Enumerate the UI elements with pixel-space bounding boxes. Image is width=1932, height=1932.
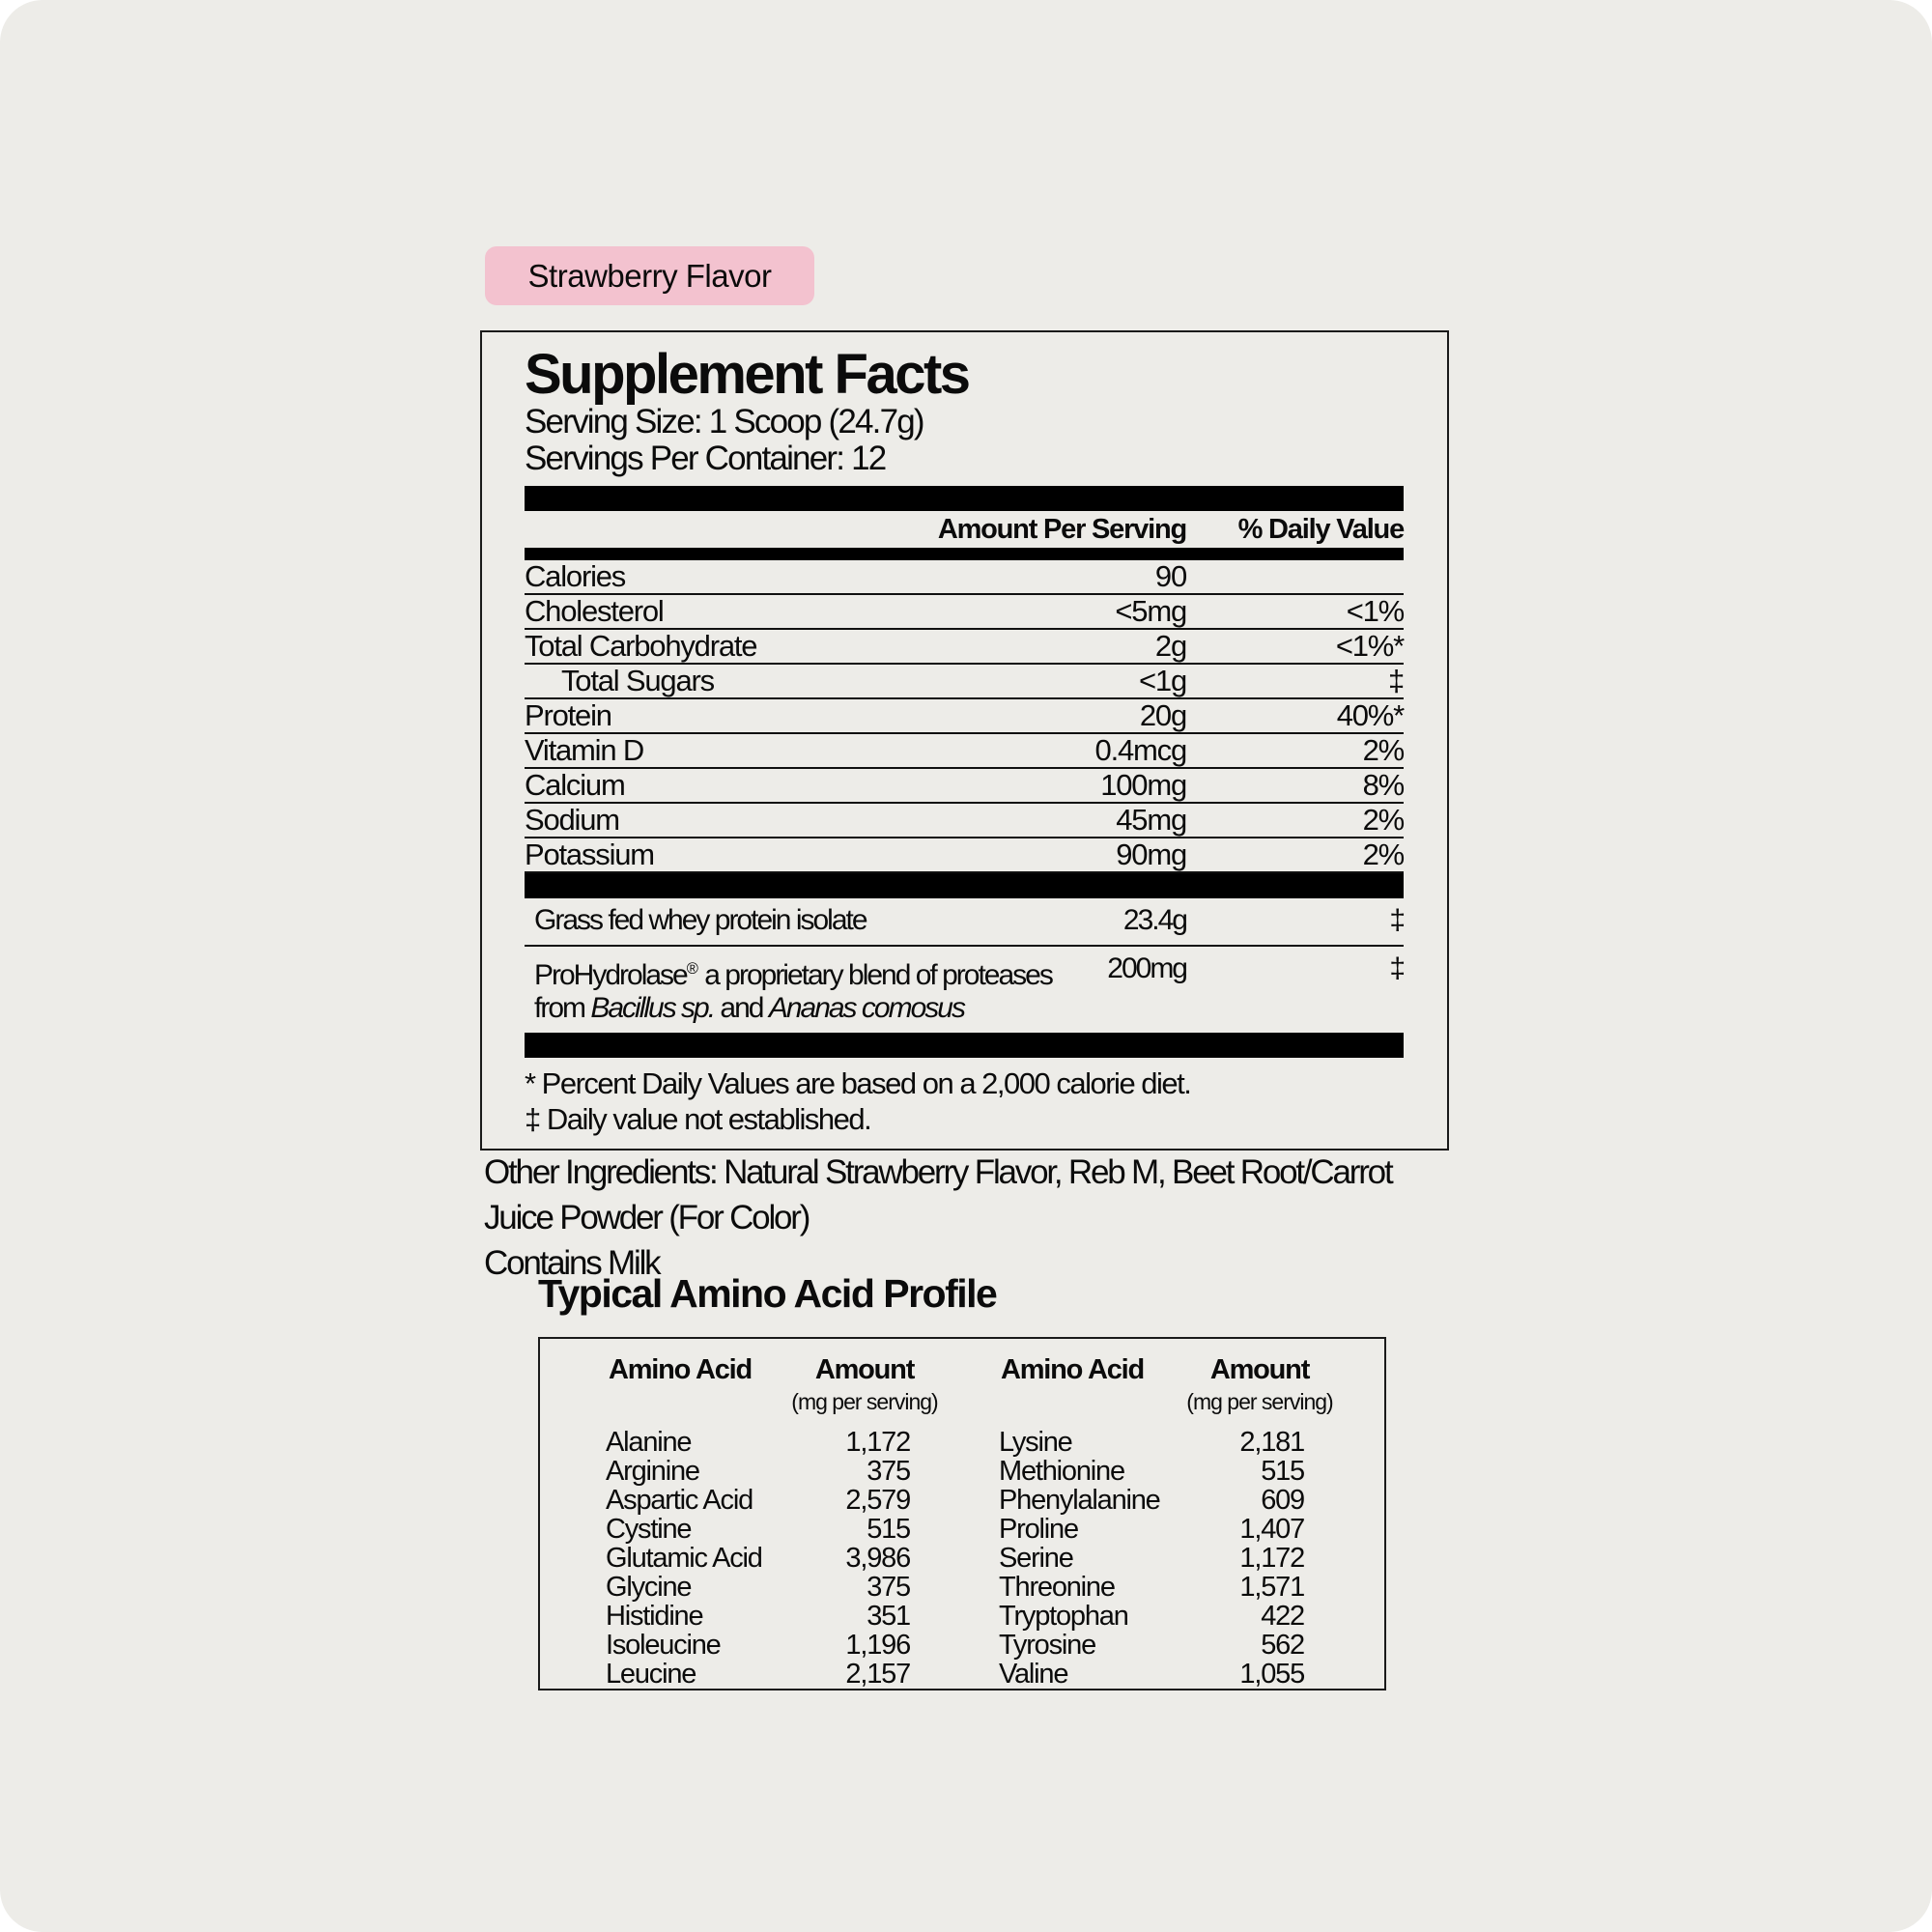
- nutrient-row: [525, 630, 1404, 665]
- nutrient-row: [525, 595, 1404, 630]
- flavor-badge: [485, 246, 814, 305]
- amino-column-header: Amino Acid: [1000, 1354, 1145, 1385]
- nutrient-amount: 100mg: [1100, 768, 1186, 802]
- amount-unit-subheader: (mg per serving): [1186, 1389, 1333, 1414]
- nutrient-daily-value: 40%*: [1336, 698, 1404, 732]
- nutrient-daily-value: 8%: [1362, 768, 1404, 802]
- column-header-row: [525, 511, 1404, 548]
- amino-name: Tryptophan: [999, 1600, 1128, 1632]
- amino-row: [540, 1428, 1384, 1457]
- amino-amount: 2,579: [845, 1484, 910, 1516]
- amino-row: [540, 1602, 1384, 1631]
- nutrient-row: [525, 665, 1404, 699]
- blend-source-pre: from: [534, 992, 591, 1024]
- amino-amount: 515: [867, 1513, 910, 1545]
- amino-name: Proline: [999, 1513, 1078, 1545]
- blend-name-rest: a proprietary blend of proteases: [697, 959, 1052, 991]
- registered-trademark-symbol: ®: [686, 960, 698, 978]
- column-header-daily-value: % Daily Value: [1237, 513, 1404, 545]
- contains-statement: Contains Milk: [484, 1244, 660, 1282]
- amino-name: Phenylalanine: [999, 1484, 1160, 1516]
- blend-source-species-2: Ananas comosus: [768, 992, 964, 1024]
- amino-row: [540, 1486, 1384, 1515]
- blend-name-line-1: [534, 952, 1404, 992]
- blend-name-head: ProHydrolase: [534, 959, 687, 991]
- nutrient-daily-value: ‡: [1387, 664, 1404, 697]
- nutrient-amount: 90mg: [1116, 838, 1186, 871]
- nutrient-row: [525, 769, 1404, 804]
- nutrient-name: Calcium: [525, 768, 625, 802]
- amino-name: Glutamic Acid: [606, 1542, 762, 1574]
- blend-source-mid: and: [714, 992, 769, 1024]
- nutrient-name: Calories: [525, 559, 626, 593]
- blend-amount: 200mg: [1107, 952, 1186, 984]
- serving-size: Serving Size: 1 Scoop (24.7g): [525, 403, 923, 440]
- blend-row: [525, 898, 1404, 947]
- nutrient-amount: 90: [1154, 559, 1186, 593]
- nutrient-row: [525, 804, 1404, 838]
- nutrient-daily-value: 2%: [1362, 838, 1404, 871]
- blend-source-species-1: Bacillus sp.: [590, 992, 715, 1024]
- blend-name: Grass fed whey protein isolate: [534, 904, 867, 936]
- amino-row: [540, 1544, 1384, 1573]
- amino-row: [540, 1631, 1384, 1660]
- separator-bar: [525, 486, 1404, 511]
- amino-name: Tyrosine: [999, 1629, 1095, 1661]
- amino-amount: 3,986: [845, 1542, 910, 1574]
- amount-column-header: Amount: [814, 1354, 915, 1385]
- amino-name: Histidine: [606, 1600, 703, 1632]
- amino-name: Valine: [999, 1658, 1068, 1690]
- nutrient-amount: <1g: [1139, 664, 1186, 697]
- amino-column-header: Amino Acid: [608, 1354, 753, 1385]
- nutrient-amount: <5mg: [1115, 594, 1186, 628]
- amino-row: [540, 1515, 1384, 1544]
- amino-name: Isoleucine: [606, 1629, 721, 1661]
- other-ingredients-block: [484, 1150, 1440, 1286]
- nutrient-name: Total Carbohydrate: [525, 629, 757, 663]
- supplement-facts-title: Supplement Facts: [525, 343, 969, 406]
- footnote-not-established: ‡ Daily value not established.: [525, 1102, 871, 1136]
- nutrient-name: Potassium: [525, 838, 654, 871]
- amino-amount: 2,157: [845, 1658, 910, 1690]
- nutrient-daily-value: 2%: [1362, 803, 1404, 837]
- blend-amount: 23.4g: [1122, 904, 1186, 936]
- blend-daily-value: ‡: [1389, 904, 1404, 936]
- nutrient-name: Vitamin D: [525, 733, 644, 767]
- nutrient-amount: 2g: [1154, 629, 1186, 663]
- separator-bar: [525, 873, 1404, 898]
- amino-amount: 1,571: [1239, 1571, 1304, 1603]
- amino-amount: 422: [1261, 1600, 1304, 1632]
- amino-name: Aspartic Acid: [606, 1484, 753, 1516]
- flavor-badge-label: Strawberry Flavor: [527, 257, 772, 294]
- nutrient-amount: 20g: [1139, 698, 1186, 732]
- amino-amount: 1,407: [1239, 1513, 1304, 1545]
- amino-name: Lysine: [999, 1426, 1072, 1458]
- amino-acid-table: [538, 1337, 1386, 1690]
- servings-per-container: Servings Per Container: 12: [525, 440, 886, 477]
- blend-name-line-2: [534, 992, 1404, 1025]
- amino-profile-title: Typical Amino Acid Profile: [538, 1271, 997, 1316]
- column-header-amount: Amount Per Serving: [937, 513, 1186, 545]
- amino-amount: 2,181: [1239, 1426, 1304, 1458]
- amino-amount: 375: [867, 1571, 910, 1603]
- amino-amount: 515: [1261, 1455, 1304, 1487]
- nutrient-row: [525, 560, 1404, 595]
- amino-row: [540, 1457, 1384, 1486]
- nutrient-name: Protein: [525, 698, 611, 732]
- amino-amount: 375: [867, 1455, 910, 1487]
- nutrient-row: [525, 699, 1404, 734]
- footnote-daily-values: * Percent Daily Values are based on a 2,000 calorie diet.: [525, 1066, 1191, 1100]
- amino-name: Cystine: [606, 1513, 692, 1545]
- nutrient-row: [525, 734, 1404, 769]
- amino-amount: 609: [1261, 1484, 1304, 1516]
- nutrient-daily-value: <1%*: [1335, 629, 1404, 663]
- amino-row: [540, 1660, 1384, 1689]
- amount-unit-subheader: (mg per serving): [791, 1389, 938, 1414]
- amino-amount: 562: [1261, 1629, 1304, 1661]
- amino-amount: 351: [867, 1600, 910, 1632]
- amino-amount: 1,055: [1239, 1658, 1304, 1690]
- nutrient-name: Sodium: [525, 803, 619, 837]
- nutrient-name: Total Sugars: [561, 664, 714, 697]
- amino-amount: 1,196: [845, 1629, 910, 1661]
- nutrient-daily-value: <1%: [1346, 594, 1404, 628]
- amount-column-header: Amount: [1209, 1354, 1310, 1385]
- separator-bar: [525, 1033, 1404, 1058]
- nutrient-name: Cholesterol: [525, 594, 664, 628]
- amino-rows: [540, 1428, 1384, 1689]
- other-ingredients-text: Other Ingredients: Natural Strawberry Flavor, Reb M, Beet Root/Carrot Juice Powder (For Color): [484, 1153, 1392, 1236]
- blend-row: [525, 947, 1404, 1033]
- amino-row: [540, 1573, 1384, 1602]
- amino-name: Arginine: [606, 1455, 699, 1487]
- amino-amount: 1,172: [1239, 1542, 1304, 1574]
- amino-name: Serine: [999, 1542, 1073, 1574]
- amino-name: Leucine: [606, 1658, 696, 1690]
- amino-name: Alanine: [606, 1426, 692, 1458]
- amino-name: Methionine: [999, 1455, 1124, 1487]
- supplement-facts-panel: [480, 330, 1449, 1151]
- nutrient-amount: 0.4mcg: [1094, 733, 1186, 767]
- blend-daily-value: ‡: [1389, 952, 1404, 984]
- amino-amount: 1,172: [845, 1426, 910, 1458]
- nutrient-row: [525, 838, 1404, 873]
- amino-name: Glycine: [606, 1571, 692, 1603]
- amino-name: Threonine: [999, 1571, 1115, 1603]
- nutrient-daily-value: 2%: [1362, 733, 1404, 767]
- nutrient-amount: 45mg: [1116, 803, 1186, 837]
